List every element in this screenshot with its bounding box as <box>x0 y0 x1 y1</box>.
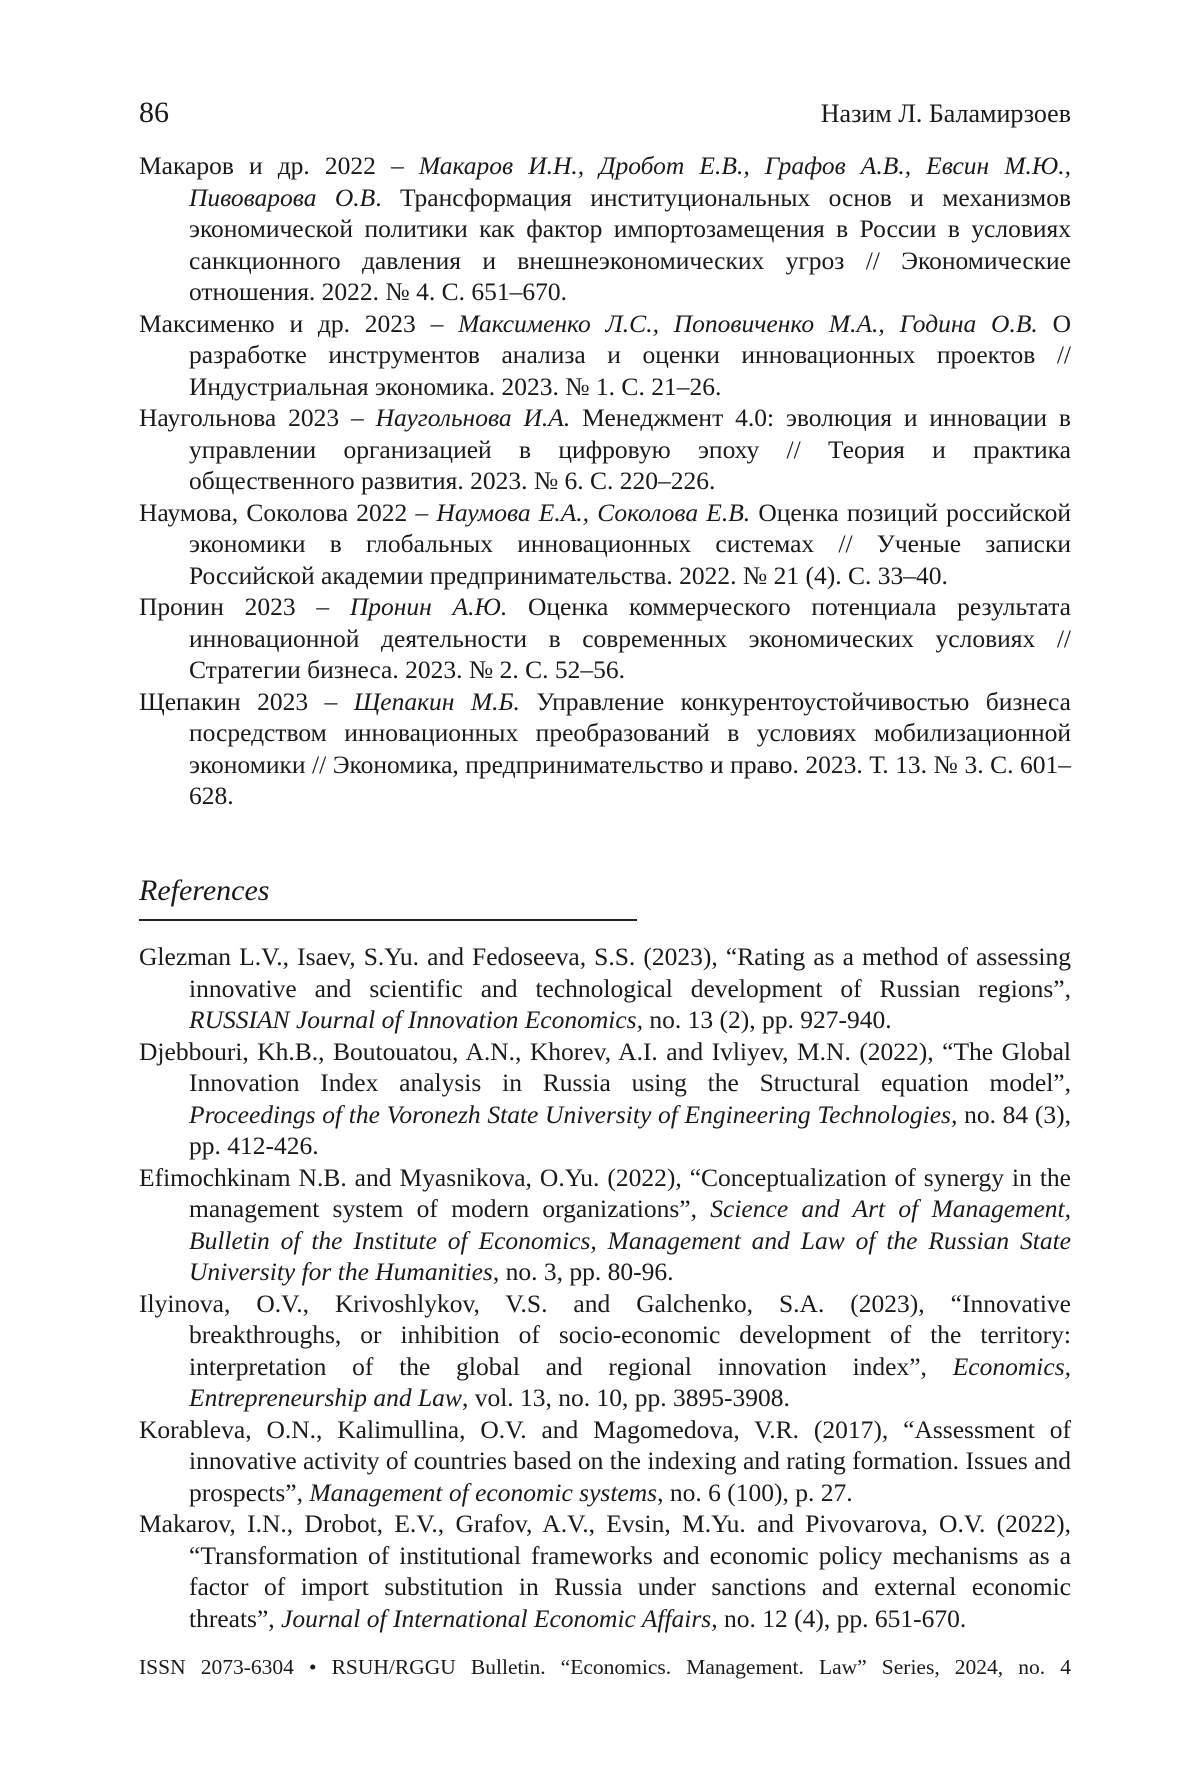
heading-underline <box>139 919 637 921</box>
entry-text: Efimochkinam N.B. and Myasnikova, O.Yu. (2022), “Conceptualization of synergy in the management system of modern organizations”, <box>139 1163 1071 1224</box>
bibliography-entry <box>139 1288 1071 1414</box>
entry-text: . Трансформация институциональных основ и механизмов экономической политики как фактор импортозамещения в России в условиях санкционного давления и внешнеэкономических угроз // Экономические отношения. 2022. № 4. С. 651–670. <box>189 183 1071 307</box>
entry-italic-text: Management of economic systems <box>309 1478 657 1507</box>
entry-text: Наугольнова 2023 – <box>139 403 376 432</box>
page-footer: ISSN 2073-6304 • RSUH/RGGU Bulletin. “Economics. Management. Law” Series, 2024, no. 4 <box>139 1655 1071 1680</box>
entry-italic-text: Economics, Entrepreneurship and Law <box>189 1352 1071 1413</box>
entry-italic-text: Journal of International Economic Affairs, <box>281 1604 718 1633</box>
entry-text: no. 84 (3), pp. 412-426. <box>189 1100 1071 1161</box>
entry-text: Оценка позиций российской экономики в глобальных инновационных системах // Ученые записки Российской академии предпринимательства. 2022. № 21 (4). С. 33–40. <box>189 498 1071 590</box>
entry-text: , no. 3, pp. 80-96. <box>493 1257 674 1286</box>
entry-text: Djebbouri, Kh.B., Boutouatou, A.N., Khorev, A.I. and Ivliyev, M.N. (2022), “The Global Innovation Index analysis in Russia using the Structural equation model”, <box>139 1037 1071 1098</box>
bibliography-entry <box>139 1036 1071 1162</box>
references-list <box>139 941 1071 1634</box>
entry-text: Оценка коммерческого потенциала результата инновационной деятельности в современных экономических условиях // Стратегии бизнеса. 2023. № 2. С. 52–56. <box>189 592 1071 684</box>
entry-text: Менеджмент 4.0: эволюция и инновации в управлении организацией в цифровую эпоху // Теория и практика общественного развития. 2023. № 6. С. 220–226. <box>189 403 1071 495</box>
bibliography-entry <box>139 686 1071 812</box>
running-header <box>139 96 1071 130</box>
entry-italic-text: Science and Art of Management, Bulletin of the Institute of Economics, Management and Law of the Russian State University for the Humanities <box>189 1194 1071 1286</box>
entry-italic-text: Пронин А.Ю. <box>350 592 507 621</box>
entry-text: no. 13 (2), pp. 927-940. <box>643 1005 892 1034</box>
entry-text: Наумова, Соколова 2022 – <box>139 498 436 527</box>
entry-text: Управление конкурентоустойчивостью бизнеса посредством инновационных преобразований в условиях мобилизационной экономики // Экономика, предпринимательство и право. 2023. Т. 13. № 3. С. 601–628. <box>189 687 1071 811</box>
entry-text: Щепакин 2023 – <box>139 687 354 716</box>
bibliography-entry <box>139 941 1071 1036</box>
entry-text: Ilyinova, O.V., Krivoshlykov, V.S. and Galchenko, S.A. (2023), “Innovative breakthroughs, or inhibition of socio-economic development of the territory: interpretation of the global and regional innovation index”, <box>139 1289 1071 1381</box>
entry-text: Korableva, O.N., Kalimullina, O.V. and Magomedova, V.R. (2017), “Assessment of innovative activity of countries based on the indexing and rating formation. Issues and prospects”, <box>139 1415 1071 1507</box>
entry-italic-text: Щепакин М.Б. <box>354 687 520 716</box>
bibliography-entry <box>139 1162 1071 1288</box>
bibliography-entry <box>139 402 1071 497</box>
entry-italic-text: Макаров И.Н., Дробот Е.В., Графов А.В., Евсин М.Ю., Пивоварова О.В <box>189 151 1071 212</box>
entry-italic-text: Наугольнова И.А. <box>376 403 571 432</box>
references-heading: References <box>139 874 269 908</box>
bibliography-entry <box>139 1414 1071 1509</box>
bibliography-entry <box>139 1508 1071 1634</box>
entry-text: no. 12 (4), pp. 651-670. <box>718 1604 967 1633</box>
bibliography-entry <box>139 591 1071 686</box>
entry-text: Пронин 2023 – <box>139 592 350 621</box>
page-number: 86 <box>139 96 169 130</box>
entry-text: О разработке инструментов анализа и оценки инновационных проектов // Индустриальная экономика. 2023. № 1. С. 21–26. <box>189 309 1071 401</box>
bibliography-entry <box>139 150 1071 308</box>
entry-text: , vol. 13, no. 10, pp. 3895-3908. <box>462 1383 790 1412</box>
entry-text: Максименко и др. 2023 – <box>139 309 458 338</box>
bibliography-entry <box>139 497 1071 592</box>
entry-text: Glezman L.V., Isaev, S.Yu. and Fedoseeva, S.S. (2023), “Rating as a method of assessing innovative and scientific and technological development of Russian regions”, <box>139 942 1071 1003</box>
entry-text: , no. 6 (100), p. 27. <box>657 1478 852 1507</box>
entry-italic-text: RUSSIAN Journal of Innovation Economics, <box>189 1005 643 1034</box>
russian-bibliography <box>139 150 1071 812</box>
entry-text: Макаров и др. 2022 – <box>139 151 419 180</box>
running-author: Назим Л. Баламирзоев <box>821 99 1071 129</box>
bibliography-entry <box>139 308 1071 403</box>
entry-italic-text: Proceedings of the Voronezh State University of Engineering Technologies, <box>189 1100 957 1129</box>
entry-italic-text: Максименко Л.С., Поповиченко М.А., Година О.В. <box>458 309 1038 338</box>
entry-text: Makarov, I.N., Drobot, E.V., Grafov, A.V., Evsin, M.Yu. and Pivovarova, O.V. (2022), “Transformation of institutional frameworks and economic policy mechanisms as a factor of import substitution in Russia under sanctions and external economic threats”, <box>139 1509 1071 1633</box>
entry-italic-text: Наумова Е.А., Соколова Е.В. <box>436 498 750 527</box>
